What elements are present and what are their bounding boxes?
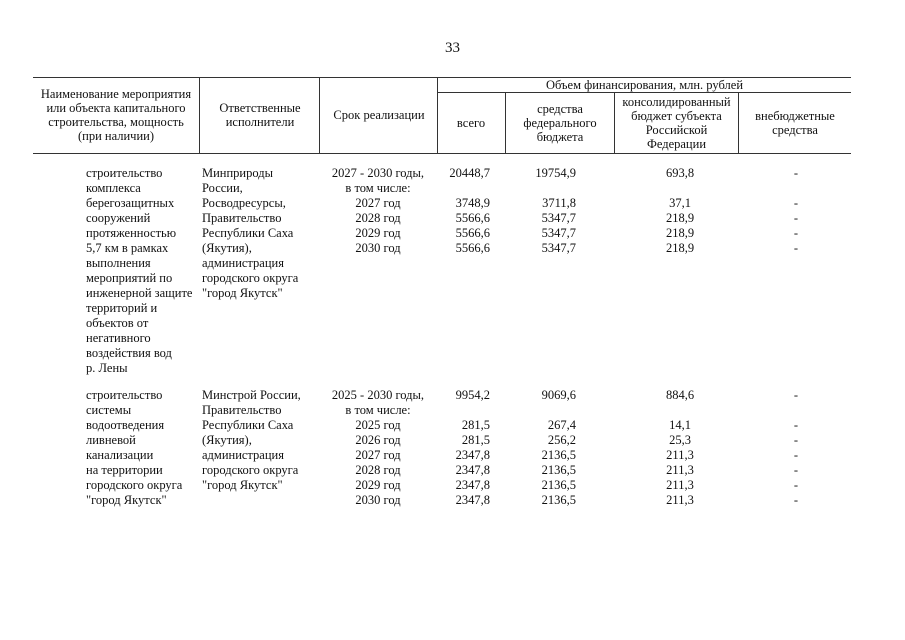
cell-line: - [793, 418, 799, 432]
cell-line: берегозащитных [86, 196, 175, 210]
cell-line: "город Якутск" [202, 478, 283, 492]
cell-line: 5347,7 [541, 211, 576, 225]
cell-line: 2027 год [355, 196, 401, 210]
cell-line: 211,3 [666, 448, 694, 462]
cell-line: комплекса [86, 181, 141, 195]
cell-line: негативного [86, 331, 151, 345]
cell-line: 2027 год [355, 448, 401, 462]
header-extra [740, 93, 850, 153]
cell-line: 5,7 км в рамках [86, 241, 169, 255]
header-executors [205, 79, 315, 151]
header-funding [438, 78, 851, 92]
cell-line: 2136,5 [541, 463, 576, 477]
cell-line: р. Лены [86, 361, 128, 375]
cell-line: мероприятий по [86, 271, 173, 285]
cell-line: - [793, 478, 799, 492]
cell-line: 5347,7 [541, 241, 576, 255]
name-cell [86, 166, 198, 376]
cell-line: Республики Саха [202, 226, 294, 240]
cell-line [438, 403, 490, 418]
term-cell [316, 388, 440, 508]
cell-line: - [793, 196, 799, 210]
cell-line: городского округа [86, 478, 183, 492]
cell-line: - [793, 166, 799, 180]
col-divider-1 [199, 77, 200, 153]
header-consolidated-text: консолидированный бюджет субъекта Российской Федерации [622, 95, 731, 151]
cell-line: "город Якутск" [202, 286, 283, 300]
cell-line: - [793, 448, 799, 462]
cell-line: 693,8 [665, 166, 695, 180]
header-total-text: всего [456, 116, 486, 130]
cell-line: 2025 год [355, 418, 401, 432]
term-cell [316, 166, 440, 256]
cell-line: Минстрой России, [202, 388, 301, 402]
cell-line: сооружений [86, 211, 151, 225]
cell-line: администрация [202, 256, 284, 270]
cell-line: - [793, 211, 799, 225]
col-divider-6 [738, 92, 739, 153]
total-cell [438, 388, 490, 508]
cell-line: 25,3 [669, 433, 691, 447]
cell-line: выполнения [86, 256, 151, 270]
col-divider-2 [319, 77, 320, 153]
header-name-text: Наименование мероприятия или объекта капитального строительства, мощность (при наличии) [40, 87, 192, 143]
cell-line [520, 181, 576, 196]
col-divider-4 [505, 92, 506, 153]
cell-line: водоотведения [86, 418, 165, 432]
cell-line: в том числе: [345, 403, 411, 417]
cell-line: инженерной защите [86, 286, 193, 300]
cell-line: 218,9 [665, 211, 695, 225]
cell-line: "город Якутск" [86, 493, 167, 507]
cell-line: 37,1 [669, 196, 691, 210]
cell-line: 281,5 [461, 433, 490, 447]
cell-line: 2136,5 [541, 493, 576, 507]
cell-line [770, 403, 822, 418]
cell-line: 14,1 [669, 418, 691, 432]
cell-line: 211,3 [666, 463, 694, 477]
page-number: 33 [445, 40, 460, 56]
cell-line [520, 403, 576, 418]
cell-line: городского округа [202, 271, 299, 285]
cell-line: 218,9 [665, 226, 695, 240]
cell-line: 2136,5 [541, 478, 576, 492]
cell-line: 2347,8 [455, 463, 490, 477]
cell-line: 2028 год [355, 463, 401, 477]
cell-line: протяженностью [86, 226, 177, 240]
cell-line: строительство [86, 388, 163, 402]
cell-line: - [793, 226, 799, 240]
cell-line: 2030 год [355, 241, 401, 255]
cell-line: 3711,8 [542, 196, 576, 210]
cell-line: России, [202, 181, 243, 195]
cell-line: 218,9 [665, 241, 695, 255]
cell-line: 2347,8 [455, 478, 490, 492]
header-federal-text: средства федерального бюджета [523, 102, 597, 144]
cell-line: строительство [86, 166, 163, 180]
cell-line: 2347,8 [455, 493, 490, 507]
cell-line: канализации [86, 448, 154, 462]
cell-line: 267,4 [547, 418, 576, 432]
cell-line: 3748,9 [455, 196, 490, 210]
header-federal [507, 93, 613, 153]
cell-line: 2136,5 [541, 448, 576, 462]
cell-line: 5566,6 [455, 241, 490, 255]
federal-cell [520, 166, 576, 256]
cell-line: 211,3 [666, 493, 694, 507]
cell-line: - [793, 493, 799, 507]
header-name [35, 79, 197, 151]
cell-line: 20448,7 [449, 166, 490, 180]
cell-line: в том числе: [345, 181, 411, 195]
cell-line: 9954,2 [455, 388, 490, 402]
cell-line: 2026 год [355, 433, 401, 447]
cell-line: 2027 - 2030 годы, [331, 166, 425, 180]
cell-line: 2030 год [355, 493, 401, 507]
executors-cell [202, 166, 312, 301]
cell-line: 2028 год [355, 211, 401, 225]
cell-line: 19754,9 [535, 166, 576, 180]
cell-line: 884,6 [665, 388, 695, 402]
cell-line: 5566,6 [455, 211, 490, 225]
cell-line: 2029 год [355, 226, 401, 240]
cell-line: системы [86, 403, 132, 417]
header-consolidated [616, 93, 737, 153]
cell-line: Правительство [202, 211, 282, 225]
cell-line: 281,5 [461, 418, 490, 432]
cell-line: - [793, 388, 799, 402]
cell-line: 9069,6 [541, 388, 576, 402]
cell-line: - [793, 433, 799, 447]
cell-line: администрация [202, 448, 284, 462]
cell-line: Минприроды [202, 166, 274, 180]
header-total [438, 93, 504, 153]
cell-line: территорий и [86, 301, 158, 315]
cell-line: городского округа [202, 463, 299, 477]
cell-line: 2347,8 [455, 448, 490, 462]
cell-line: - [793, 241, 799, 255]
cell-line: (Якутия), [202, 433, 252, 447]
cell-line: 2029 год [355, 478, 401, 492]
cell-line: Республики Саха [202, 418, 294, 432]
header-funding-text: Объем финансирования, млн. рублей [545, 78, 744, 92]
cell-line: воздействия вод [86, 346, 172, 360]
cell-line: 5347,7 [541, 226, 576, 240]
cell-line [770, 181, 822, 196]
cell-line: 211,3 [666, 478, 694, 492]
consolidated-cell [640, 166, 720, 256]
header-executors-text: Ответственные исполнители [219, 101, 301, 129]
total-cell [438, 166, 490, 256]
extra-cell [770, 166, 822, 256]
cell-line [640, 181, 720, 196]
col-divider-5 [614, 92, 615, 153]
header-term-text: Срок реализации [333, 108, 425, 122]
name-cell [86, 388, 198, 508]
extra-cell [770, 388, 822, 508]
header-term [322, 79, 436, 151]
consolidated-cell [640, 388, 720, 508]
executors-cell [202, 388, 312, 493]
header-extra-text: внебюджетные средства [755, 109, 835, 137]
cell-line: Правительство [202, 403, 282, 417]
header-bottom-border [33, 153, 851, 154]
federal-cell [520, 388, 576, 508]
cell-line: объектов от [86, 316, 149, 330]
cell-line: Росводресурсы, [202, 196, 286, 210]
cell-line [640, 403, 720, 418]
cell-line: (Якутия), [202, 241, 252, 255]
cell-line: 2025 - 2030 годы, [331, 388, 425, 402]
cell-line [438, 181, 490, 196]
cell-line: 5566,6 [455, 226, 490, 240]
cell-line: 256,2 [547, 433, 576, 447]
cell-line: ливневой [86, 433, 136, 447]
cell-line: - [793, 463, 799, 477]
cell-line: на территории [86, 463, 163, 477]
